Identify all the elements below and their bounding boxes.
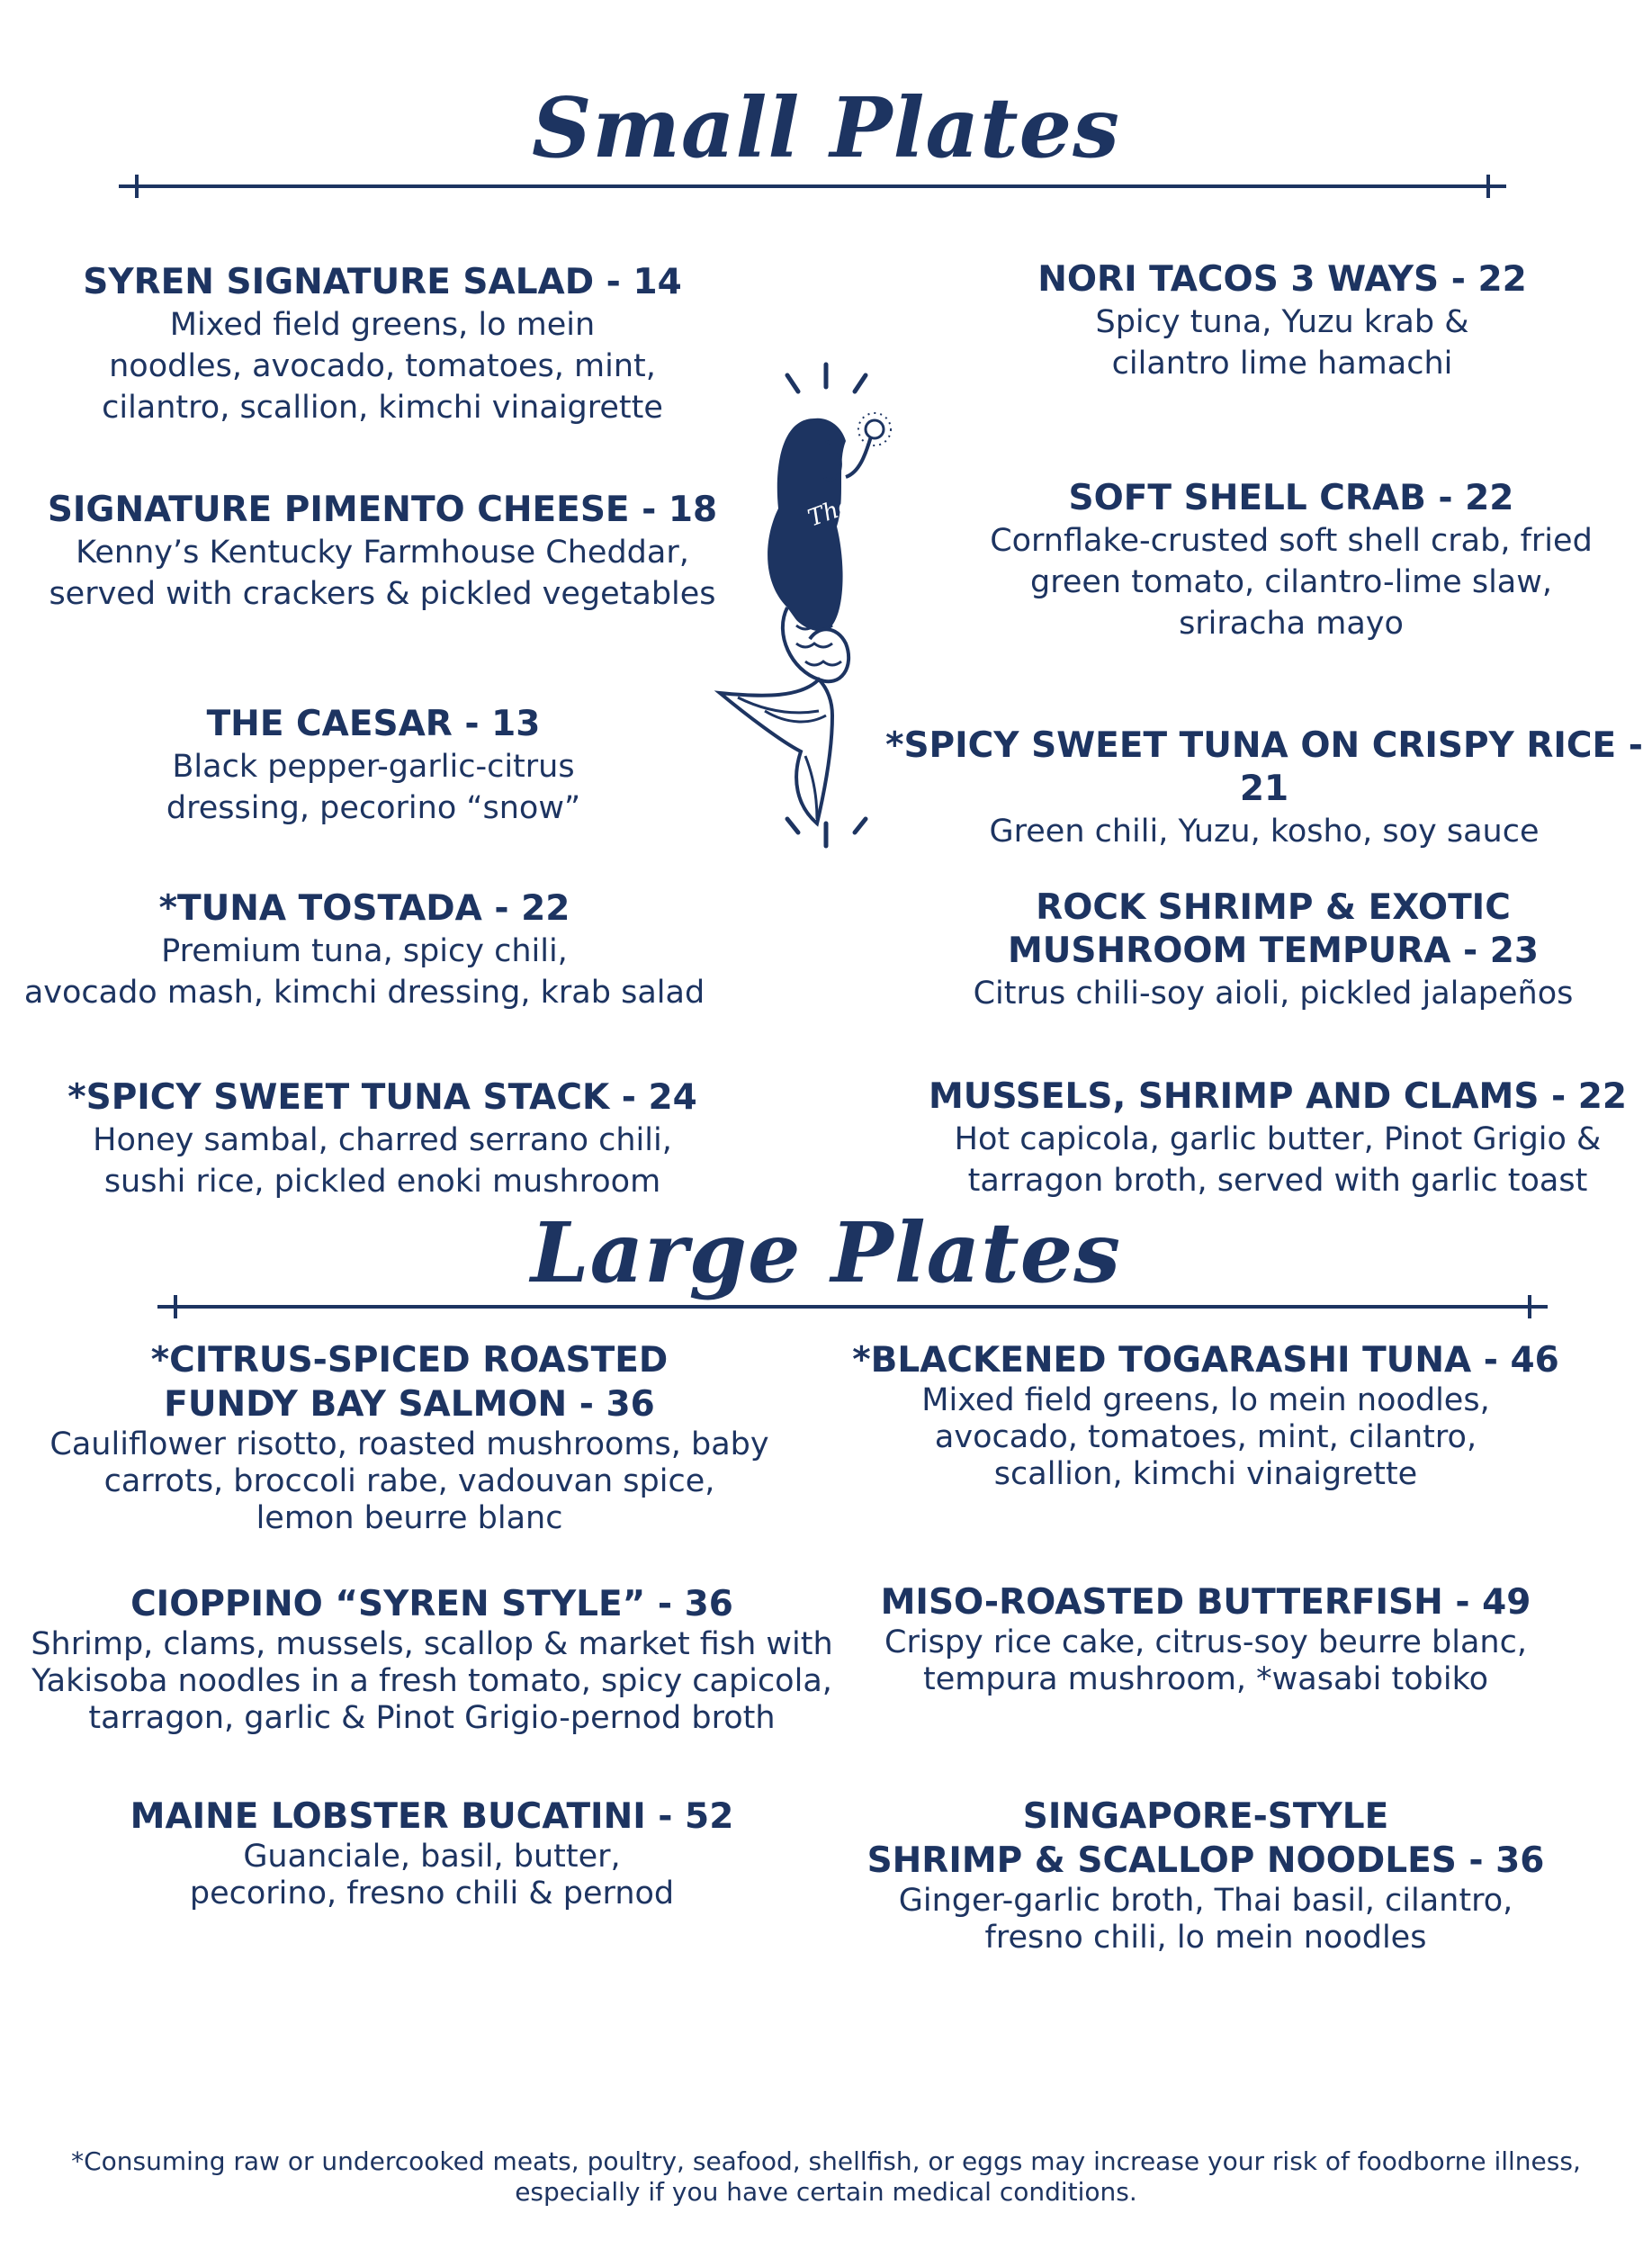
item-description: Green chili, Yuzu, kosho, soy sauce <box>989 814 1540 850</box>
item-description: Cornflake-crusted soft shell crab, fried green tomato, cilantro-lime slaw, sriracha mayo <box>990 523 1593 642</box>
item-name: *SPICY SWEET TUNA STACK - 24 <box>67 1077 697 1118</box>
menu-item <box>918 1075 1638 1201</box>
item-description: Citrus chili-soy aioli, pickled jalapeños <box>973 976 1574 1012</box>
menu-item <box>27 1582 837 1737</box>
item-name: MAINE LOBSTER BUCATINI - 52 <box>130 1796 734 1837</box>
item-name: SINGAPORE-STYLE SHRIMP & SCALLOP NOODLES - 36 <box>866 1796 1545 1881</box>
item-name: NORI TACOS 3 WAYS - 22 <box>1037 259 1527 300</box>
item-name: *BLACKENED TOGARASHI TUNA - 46 <box>852 1340 1559 1381</box>
menu-item <box>18 703 729 829</box>
item-description: Honey sambal, charred serrano chili, sushi rice, pickled enoki mushroom <box>93 1122 672 1200</box>
menu-item <box>927 258 1638 384</box>
item-name: SIGNATURE PIMENTO CHEESE - 18 <box>47 490 718 530</box>
item-description: Mixed field greens, lo mein noodles, avocado, tomatoes, mint, cilantro, scallion, kimchi vinaigrette <box>102 307 663 426</box>
mermaid-logo <box>711 355 945 859</box>
menu-item <box>846 1580 1566 1698</box>
large-plates-divider <box>157 1305 1548 1309</box>
logo-text: The Syren <box>804 465 929 533</box>
item-description: Ginger-garlic broth, Thai basil, cilantro, fresno chili, lo mein noodles <box>898 1883 1513 1956</box>
item-name: MISO-ROASTED BUTTERFISH - 49 <box>880 1582 1531 1623</box>
item-description: Spicy tuna, Yuzu krab & cilantro lime hamachi <box>1095 304 1469 382</box>
menu-item <box>18 261 747 428</box>
item-description: Cauliflower risotto, roasted mushrooms, baby carrots, broccoli rabe, vadouvan spice, lemon beurre blanc <box>49 1426 769 1536</box>
item-description: Hot capicola, garlic butter, Pinot Grigio & tarragon broth, served with garlic toast <box>954 1121 1602 1199</box>
item-description: Mixed field greens, lo mein noodles, avocado, tomatoes, mint, cilantro, scallion, kimchi vinaigrette <box>921 1382 1490 1492</box>
item-name: SYREN SIGNATURE SALAD - 14 <box>83 262 682 302</box>
item-description: Crispy rice cake, citrus-soy beurre blanc, tempura mushroom, *wasabi tobiko <box>884 1624 1527 1697</box>
menu-item <box>27 1338 792 1537</box>
menu-item <box>846 1338 1566 1493</box>
item-description: Black pepper-garlic-citrus dressing, pecorino “snow” <box>166 749 581 826</box>
item-description: Shrimp, clams, mussels, scallop & market fish with Yakisoba noodles in a fresh tomato, spicy capicola, tarragon, garlic & Pinot Grigio-pernod broth <box>31 1626 833 1736</box>
small-plates-title: Small Plates <box>532 79 1120 176</box>
item-description: Kenny’s Kentucky Farmhouse Cheddar, served with crackers & pickled vegetables <box>49 535 716 612</box>
item-name: SOFT SHELL CRAB - 22 <box>1068 478 1514 518</box>
menu-item <box>918 886 1629 1014</box>
consumer-advisory: *Consuming raw or undercooked meats, poultry, seafood, shellfish, or eggs may increase your risk of foodborne illness, especially if you have certain medical conditions. <box>71 2146 1581 2207</box>
item-description: Guanciale, basil, butter, pecorino, fresno chili & pernod <box>189 1839 675 1912</box>
item-name: *TUNA TOSTADA - 22 <box>158 888 570 929</box>
large-plates-title: Large Plates <box>530 1204 1122 1301</box>
item-name: *SPICY SWEET TUNA ON CRISPY RICE - 21 <box>885 725 1643 809</box>
menu-item <box>945 477 1638 644</box>
menu-item <box>18 489 747 615</box>
menu-item <box>18 1076 747 1202</box>
small-plates-divider <box>119 184 1506 188</box>
menu-item <box>882 724 1647 852</box>
menu-item <box>9 887 720 1013</box>
item-name: MUSSELS, SHRIMP AND CLAMS - 22 <box>928 1076 1628 1117</box>
item-name: *CITRUS-SPICED ROASTED FUNDY BAY SALMON - 36 <box>150 1340 669 1425</box>
item-name: ROCK SHRIMP & EXOTIC MUSHROOM TEMPURA - 23 <box>1007 887 1540 971</box>
menu-item <box>846 1795 1566 1957</box>
item-name: THE CAESAR - 13 <box>206 704 541 744</box>
item-name: CIOPPINO “SYREN STYLE” - 36 <box>130 1584 733 1624</box>
item-description: Premium tuna, spicy chili, avocado mash, kimchi dressing, krab salad <box>23 933 705 1011</box>
menu-item <box>54 1795 810 1912</box>
